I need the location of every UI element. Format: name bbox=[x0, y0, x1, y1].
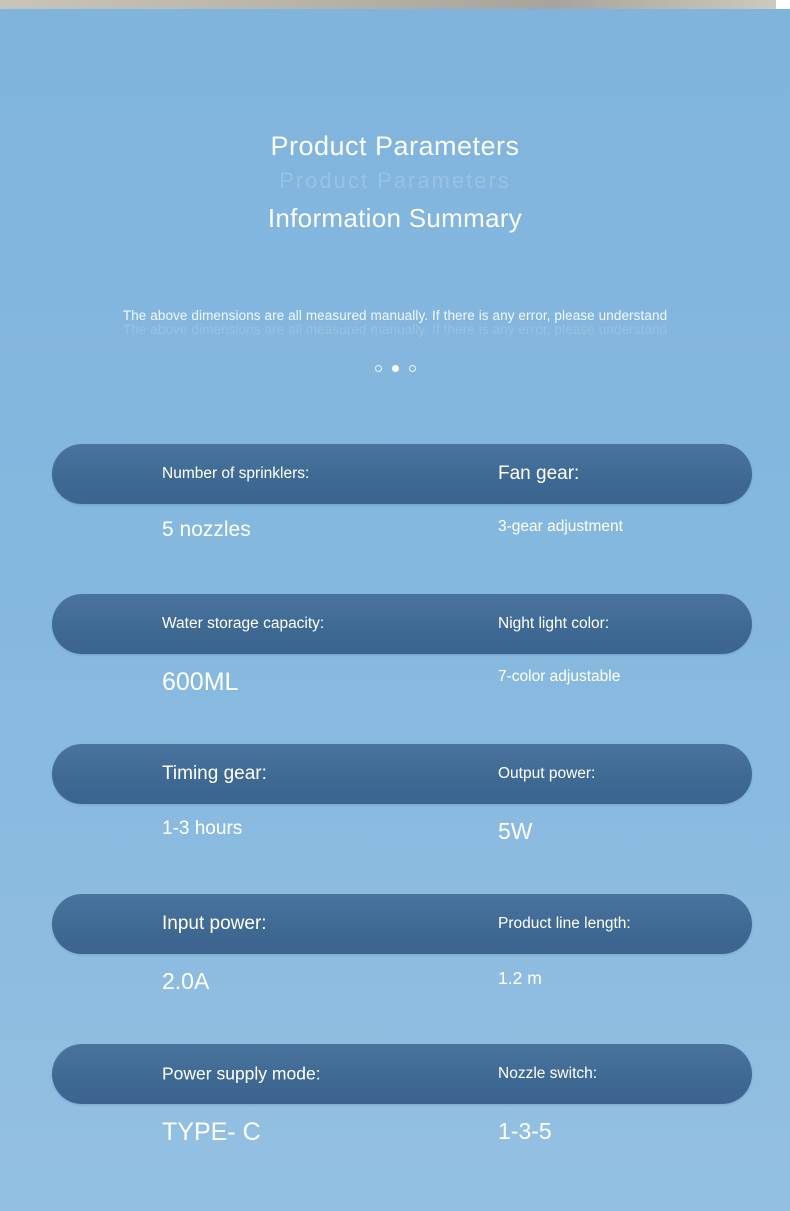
spec-right-label: Output power: bbox=[498, 765, 596, 782]
spec-left-label: Input power: bbox=[162, 913, 267, 934]
spec-right-label: Product line length: bbox=[498, 915, 631, 932]
spec-value-row bbox=[52, 954, 752, 1032]
spec-right-label: Nozzle switch: bbox=[498, 1065, 598, 1082]
measurement-note-ghost: The above dimensions are all measured manually. If there is any error, please understand bbox=[122, 322, 668, 337]
spec-left-label: Number of sprinklers: bbox=[162, 465, 310, 482]
spec-left-value: 5 nozzles bbox=[162, 518, 251, 541]
spec-left-value: 600ML bbox=[162, 668, 239, 696]
spec-value-row bbox=[52, 504, 752, 582]
carousel-dot-2[interactable] bbox=[392, 365, 399, 372]
spec-label-bar bbox=[52, 744, 752, 804]
spec-left-value: 2.0A bbox=[162, 968, 210, 994]
spec-value-row bbox=[52, 654, 752, 732]
spec-row bbox=[52, 744, 752, 894]
spec-row bbox=[52, 594, 752, 744]
spec-left-value: 1-3 hours bbox=[162, 818, 243, 839]
spec-left-label: Power supply mode: bbox=[162, 1063, 321, 1084]
top-edge-strip bbox=[0, 0, 790, 9]
carousel-dot-3[interactable] bbox=[409, 365, 416, 372]
page-heading-block bbox=[0, 118, 790, 246]
page-title: Product Parameters bbox=[270, 131, 520, 161]
carousel-dots[interactable] bbox=[0, 365, 790, 372]
spec-right-label: Fan gear: bbox=[498, 463, 580, 484]
spec-left-label: Water storage capacity: bbox=[162, 615, 325, 632]
spec-row bbox=[52, 894, 752, 1044]
carousel-dot-1[interactable] bbox=[375, 365, 382, 372]
page-subtitle: Information Summary bbox=[267, 203, 523, 233]
spec-label-bar bbox=[52, 444, 752, 504]
spec-label-bar bbox=[52, 1044, 752, 1104]
spec-left-label: Timing gear: bbox=[162, 763, 267, 784]
spec-right-value: 5W bbox=[498, 818, 533, 844]
spec-row bbox=[52, 1044, 752, 1194]
spec-label-bar bbox=[52, 894, 752, 954]
spec-right-value: 1-3-5 bbox=[498, 1118, 552, 1144]
spec-row bbox=[52, 444, 752, 594]
spec-right-label: Night light color: bbox=[498, 615, 610, 632]
spec-value-row bbox=[52, 1104, 752, 1182]
spec-left-value: TYPE- C bbox=[162, 1118, 261, 1146]
measurement-note: The above dimensions are all measured manually. If there is any error, please understand bbox=[122, 308, 668, 323]
specs-list bbox=[52, 444, 752, 1194]
spec-right-value: 1.2 m bbox=[498, 968, 542, 988]
ghost-title-overlay: Product Parameters bbox=[279, 168, 511, 193]
spec-right-value: 3-gear adjustment bbox=[498, 518, 623, 535]
spec-label-bar bbox=[52, 594, 752, 654]
spec-value-row bbox=[52, 804, 752, 882]
spec-right-value: 7-color adjustable bbox=[498, 668, 621, 685]
